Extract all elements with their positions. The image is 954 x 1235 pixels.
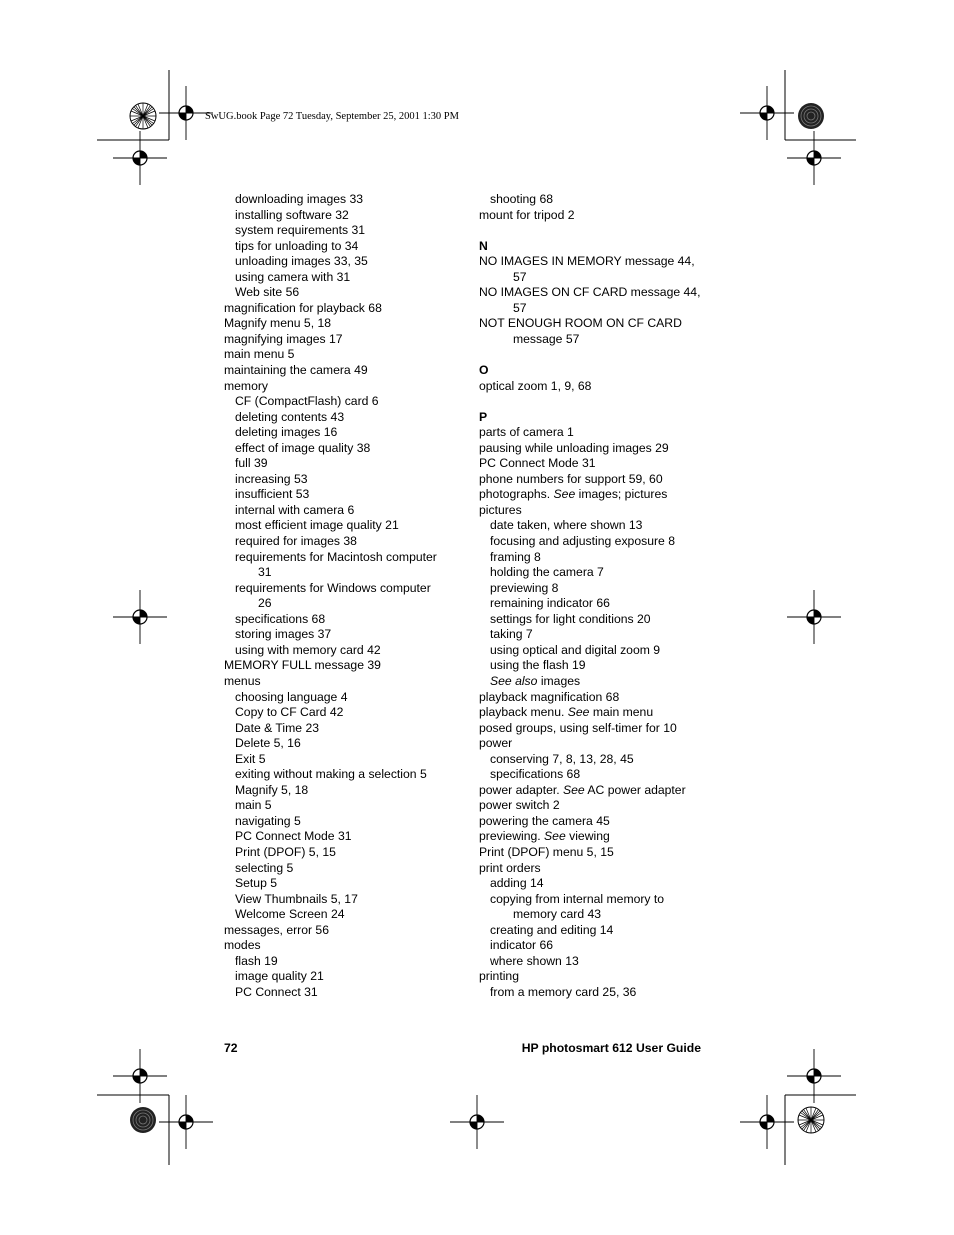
entry-text: printing	[479, 969, 519, 984]
entry-text: specifications 68	[235, 611, 326, 626]
entry-text: using the flash 19	[490, 658, 586, 673]
index-subentry	[224, 394, 464, 410]
entry-text: flash 19	[235, 953, 278, 968]
entry-text: selecting 5	[235, 860, 294, 875]
section-gap	[479, 347, 709, 363]
index-entry	[479, 798, 709, 814]
entry-text: mount for tripod 2	[479, 207, 575, 222]
entry-text: where shown 13	[490, 953, 579, 968]
index-subentry	[479, 658, 709, 674]
entry-text: system requirements 31	[235, 223, 366, 238]
index-subentry	[224, 223, 464, 239]
entry-text: Print (DPOF) menu 5, 15	[479, 844, 614, 859]
entry-text: increasing 53	[235, 471, 308, 486]
entry-text: date taken, where shown 13	[490, 518, 643, 533]
entry-text: magnifying images 17	[224, 331, 343, 346]
entry-text: menus	[224, 673, 261, 688]
page-number: 72	[224, 1041, 238, 1055]
entry-text: Web site 56	[235, 285, 300, 300]
index-letter-heading: O	[479, 363, 489, 378]
index-entry	[479, 721, 709, 737]
index-letter-heading: P	[479, 409, 488, 424]
entry-text: message 57	[513, 331, 580, 346]
index-entry	[479, 316, 709, 332]
entry-text: View Thumbnails 5, 17	[235, 891, 358, 906]
index-subentry	[479, 907, 709, 923]
entry-text: Exit 5	[235, 751, 266, 766]
guide-title: HP photosmart 612 User Guide	[521, 1041, 701, 1055]
see-target: main menu	[589, 705, 654, 720]
index-subentry	[224, 596, 464, 612]
index-subentry	[224, 829, 464, 845]
entry-text: PC Connect 31	[235, 984, 318, 999]
entry-text: playback menu.	[479, 705, 568, 720]
entry-text: specifications 68	[490, 767, 581, 782]
index-entry	[224, 379, 464, 395]
entry-text: requirements for Macintosh computer	[235, 549, 437, 564]
see-target: images	[537, 673, 581, 688]
entry-text: print orders	[479, 860, 541, 875]
entry-text: holding the camera 7	[490, 565, 604, 580]
index-subentry	[224, 472, 464, 488]
index-letter-heading: N	[479, 238, 488, 253]
entry-text: internal with camera 6	[235, 502, 355, 517]
entry-text: Magnify 5, 18	[235, 782, 309, 797]
index-entry	[479, 814, 709, 830]
entry-text: creating and editing 14	[490, 922, 614, 937]
index-subentry	[224, 954, 464, 970]
entry-text: using optical and digital zoom 9	[490, 642, 661, 657]
entry-text: deleting images 16	[235, 425, 338, 440]
see-reference: See	[544, 829, 566, 844]
index-subentry	[479, 581, 709, 597]
index-entry	[224, 923, 464, 939]
entry-text: Setup 5	[235, 876, 278, 891]
entry-text: Welcome Screen 24	[235, 907, 345, 922]
index-subentry	[479, 332, 709, 348]
index-entry	[479, 690, 709, 706]
index-subentry	[479, 923, 709, 939]
index-subentry	[224, 425, 464, 441]
entry-text: full 39	[235, 456, 268, 471]
index-subentry	[224, 518, 464, 534]
index-subentry	[479, 534, 709, 550]
index-subentry	[479, 518, 709, 534]
entry-text: image quality 21	[235, 969, 324, 984]
entry-text: deleting contents 43	[235, 409, 345, 424]
entry-text: MEMORY FULL message 39	[224, 658, 381, 673]
entry-text: Copy to CF Card 42	[235, 705, 344, 720]
index-subentry	[224, 767, 464, 783]
index-subentry	[224, 270, 464, 286]
index-subentry	[224, 456, 464, 472]
index-subentry	[479, 596, 709, 612]
entry-text: insufficient 53	[235, 487, 310, 502]
entry-text: pausing while unloading images 29	[479, 440, 669, 455]
index-subentry	[224, 892, 464, 908]
entry-text: storing images 37	[235, 627, 332, 642]
index-subentry	[224, 192, 464, 208]
see-target: AC power adapter	[584, 782, 686, 797]
index-subentry	[479, 270, 709, 286]
index-entry	[479, 456, 709, 472]
index-entry	[479, 845, 709, 861]
index-subentry	[479, 938, 709, 954]
entry-text: NO IMAGES IN MEMORY message 44,	[479, 254, 695, 269]
see-reference: See also	[490, 673, 538, 688]
entry-text: downloading images 33	[235, 192, 364, 206]
index-subentry	[479, 767, 709, 783]
index-subentry	[479, 612, 709, 628]
entry-text: required for images 38	[235, 534, 357, 549]
entry-text: powering the camera 45	[479, 813, 610, 828]
entry-text: modes	[224, 938, 261, 953]
entry-text: NO IMAGES ON CF CARD message 44,	[479, 285, 701, 300]
index-entry	[479, 705, 709, 721]
entry-text: PC Connect Mode 31	[479, 456, 596, 471]
index-subentry	[224, 985, 464, 1001]
index-entry	[224, 347, 464, 363]
entry-text: requirements for Windows computer	[235, 580, 431, 595]
index-entry	[224, 658, 464, 674]
entry-text: 57	[513, 269, 527, 284]
index-entry	[224, 363, 464, 379]
entry-text: exiting without making a selection 5	[235, 767, 427, 782]
entry-text: adding 14	[490, 876, 544, 891]
entry-text: power adapter.	[479, 782, 564, 797]
index-entry	[479, 487, 709, 503]
entry-text: Magnify menu 5, 18	[224, 316, 332, 331]
entry-text: Date & Time 23	[235, 720, 319, 735]
entry-text: power switch 2	[479, 798, 560, 813]
entry-text: PC Connect Mode 31	[235, 829, 352, 844]
index-column-right	[479, 192, 709, 1000]
index-subentry	[224, 208, 464, 224]
entry-text: remaining indicator 66	[490, 596, 610, 611]
entry-text: CF (CompactFlash) card 6	[235, 394, 379, 409]
entry-text: conserving 7, 8, 13, 28, 45	[490, 751, 634, 766]
index-subentry	[224, 285, 464, 301]
entry-text: previewing 8	[490, 580, 559, 595]
entry-text: playback magnification 68	[479, 689, 620, 704]
index-subentry	[224, 736, 464, 752]
index-entry	[479, 285, 709, 301]
entry-text: using camera with 31	[235, 269, 351, 284]
index-subentry	[224, 814, 464, 830]
entry-text: 57	[513, 300, 527, 315]
index-subentry	[479, 954, 709, 970]
index-subentry	[224, 565, 464, 581]
slug-line: SwUG.book Page 72 Tuesday, September 25, 2001 1:30 PM	[205, 111, 459, 122]
see-target: images; pictures	[575, 487, 668, 502]
entry-text: memory card 43	[513, 907, 602, 922]
index-subentry	[479, 876, 709, 892]
index-entry	[479, 425, 709, 441]
entry-text: framing 8	[490, 549, 541, 564]
index-entry	[479, 208, 709, 224]
index-subentry	[224, 410, 464, 426]
index-subentry	[224, 643, 464, 659]
entry-text: magnification for playback 68	[224, 300, 382, 315]
entry-text: NOT ENOUGH ROOM ON CF CARD	[479, 316, 682, 331]
index-subentry	[479, 192, 709, 208]
index-subentry	[479, 752, 709, 768]
entry-text: unloading images 33, 35	[235, 254, 368, 269]
index-entry	[479, 254, 709, 270]
index-entry	[479, 379, 709, 395]
index-entry	[479, 441, 709, 457]
entry-text: settings for light conditions 20	[490, 611, 651, 626]
index-subentry	[224, 612, 464, 628]
index-entry	[224, 301, 464, 317]
entry-text: pictures	[479, 502, 522, 517]
index-entry	[224, 332, 464, 348]
index-subentry	[224, 752, 464, 768]
index-subentry	[479, 892, 709, 908]
index-entry	[479, 736, 709, 752]
index-subentry	[224, 581, 464, 597]
entry-text: 26	[258, 596, 272, 611]
entry-text: parts of camera 1	[479, 425, 574, 440]
index-entry	[479, 783, 709, 799]
index-subentry	[224, 503, 464, 519]
entry-text: optical zoom 1, 9, 68	[479, 378, 592, 393]
entry-text: photographs.	[479, 487, 554, 502]
entry-text: tips for unloading to 34	[235, 238, 359, 253]
index-subentry	[224, 721, 464, 737]
entry-text: navigating 5	[235, 813, 301, 828]
index-entry	[224, 938, 464, 954]
section-gap	[479, 223, 709, 239]
index-subentry	[224, 534, 464, 550]
entry-text: Delete 5, 16	[235, 736, 301, 751]
entry-text: Print (DPOF) 5, 15	[235, 844, 336, 859]
entry-text: shooting 68	[490, 192, 554, 206]
section-gap	[479, 394, 709, 410]
index-subentry	[224, 550, 464, 566]
index-subentry	[224, 487, 464, 503]
index-subentry	[224, 441, 464, 457]
index-subentry	[224, 861, 464, 877]
entry-text: main 5	[235, 798, 272, 813]
index-entry	[479, 472, 709, 488]
index-entry	[479, 861, 709, 877]
index-subentry	[479, 565, 709, 581]
entry-text: using with memory card 42	[235, 642, 381, 657]
entry-text: effect of image quality 38	[235, 440, 371, 455]
index-entry	[224, 316, 464, 332]
index-subentry	[479, 301, 709, 317]
entry-text: posed groups, using self-timer for 10	[479, 720, 677, 735]
index-subentry	[479, 643, 709, 659]
index-subentry	[224, 969, 464, 985]
entry-text: maintaining the camera 49	[224, 363, 368, 378]
index-subentry	[224, 783, 464, 799]
entry-text: previewing.	[479, 829, 545, 844]
entry-text: most efficient image quality 21	[235, 518, 399, 533]
index-entry	[479, 829, 709, 845]
index-subentry	[224, 798, 464, 814]
entry-text: from a memory card 25, 36	[490, 984, 637, 999]
see-reference: See	[567, 705, 590, 720]
index-subentry	[224, 254, 464, 270]
entry-text: phone numbers for support 59, 60	[479, 471, 663, 486]
index-subentry	[479, 550, 709, 566]
see-target: viewing	[565, 829, 610, 844]
entry-text: taking 7	[490, 627, 533, 642]
index-subentry	[224, 876, 464, 892]
index-subentry	[479, 674, 709, 690]
index-subentry	[224, 845, 464, 861]
see-reference: See	[553, 487, 576, 502]
index-subentry	[224, 239, 464, 255]
index-subentry	[224, 907, 464, 923]
entry-text: focusing and adjusting exposure 8	[490, 534, 675, 549]
index-subentry	[479, 627, 709, 643]
index-subentry	[224, 690, 464, 706]
entry-text: indicator 66	[490, 938, 554, 953]
index-subentry	[224, 627, 464, 643]
see-reference: See	[563, 782, 585, 797]
index-entry	[479, 503, 709, 519]
entry-text: copying from internal memory to	[490, 891, 665, 906]
entry-text: main menu 5	[224, 347, 295, 362]
entry-text: memory	[224, 378, 269, 393]
index-subentry	[224, 705, 464, 721]
entry-text: installing software 32	[235, 207, 349, 222]
index-entry	[479, 969, 709, 985]
index-subentry	[479, 985, 709, 1001]
entry-text: messages, error 56	[224, 922, 329, 937]
index-column-left	[224, 192, 464, 1000]
entry-text: 31	[258, 565, 272, 580]
index-entry	[224, 674, 464, 690]
entry-text: choosing language 4	[235, 689, 348, 704]
entry-text: power	[479, 736, 513, 751]
